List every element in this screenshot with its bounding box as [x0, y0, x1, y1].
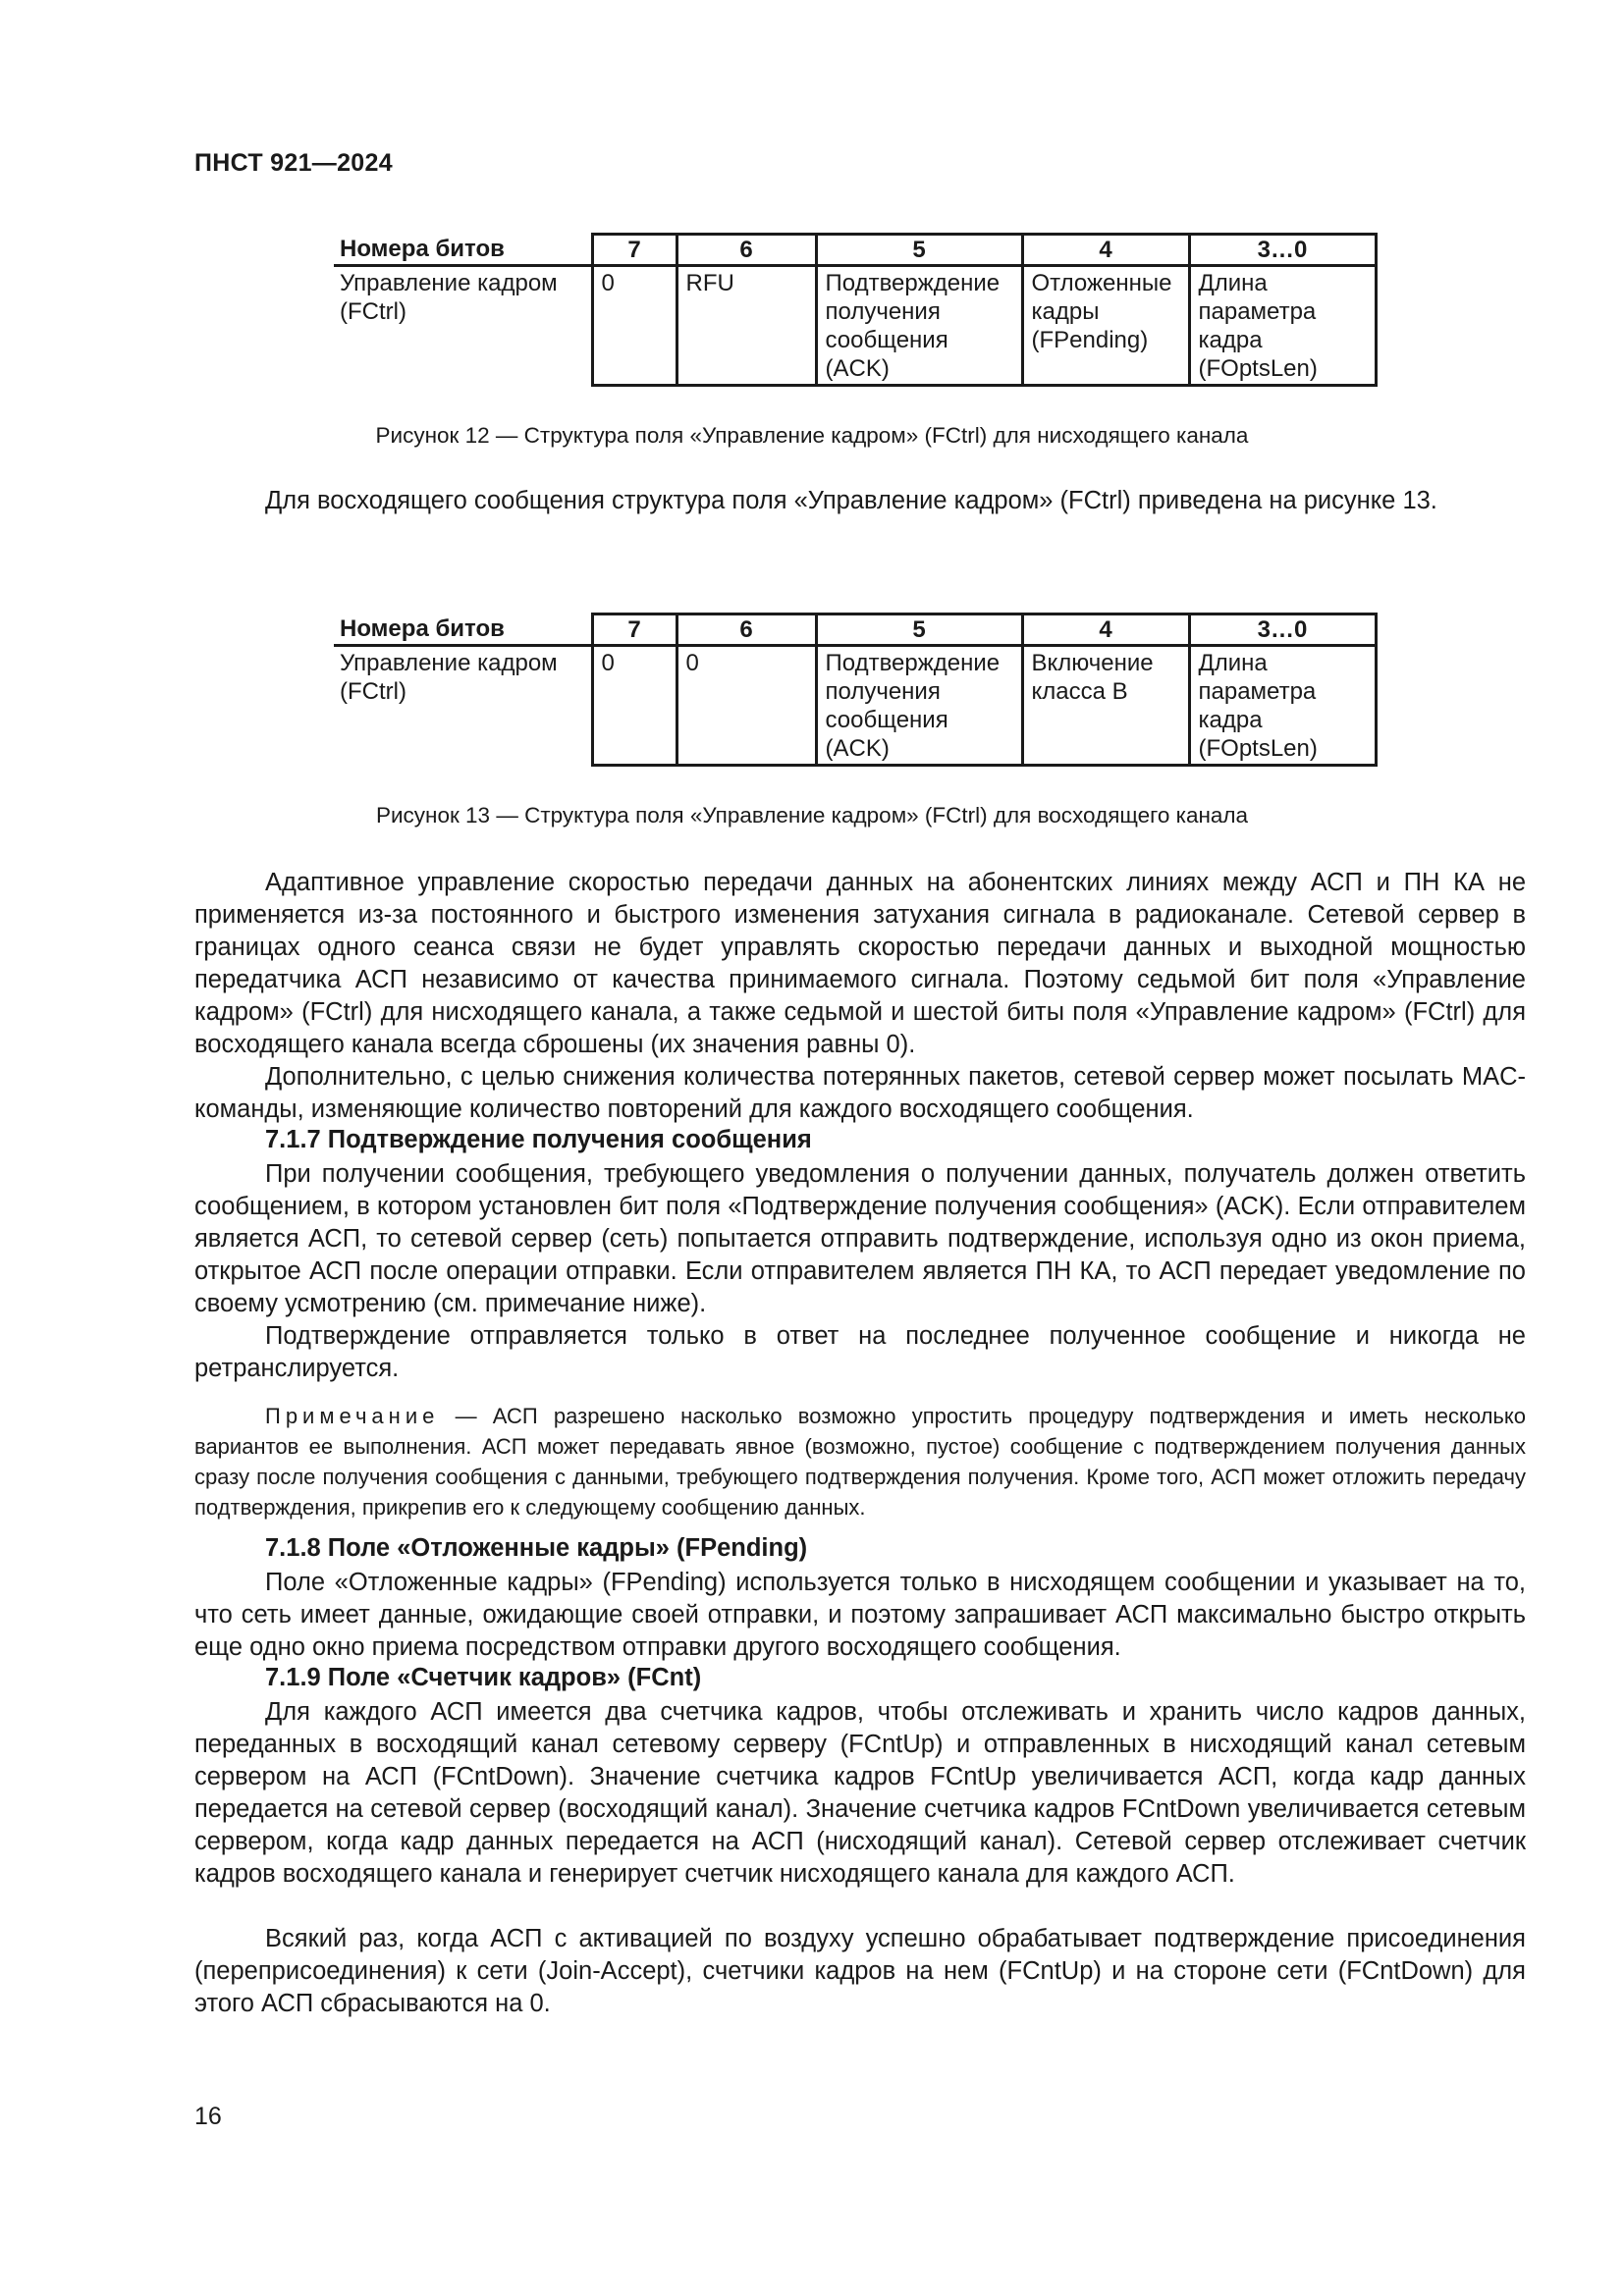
bit-number-row: [334, 235, 1376, 266]
section-7-1-7-paragraph-2: Подтверждение отправляется только в ответ на последнее полученное сообщение и никогда не ретранслируется.: [194, 1322, 1526, 1382]
figure-13-table: [334, 613, 1378, 767]
fctrl-row-label: Управление кадром (FCtrl): [340, 270, 558, 325]
bit-number-label: Номера битов: [334, 614, 592, 646]
fctrl-row-label: Управление кадром (FCtrl): [340, 650, 558, 705]
bit-3-0-cell: Длина параметра кадра (FOptsLen): [1189, 646, 1376, 766]
section-7-1-8-paragraph: Поле «Отложенные кадры» (FPending) используется только в нисходящем сообщении и указывает на то, что сеть имеет данные, ожидающие своей отправки, и поэтому запрашивает АСП максимально быстро открыть еще одно окно приема посредством отправки другого восходящего сообщения.: [194, 1569, 1526, 1661]
bit-7-header: 7: [592, 235, 677, 266]
additional-paragraph: Дополнительно, с целью снижения количества потерянных пакетов, сетевой сервер может посылать MAC-команды, изменяющие количество повторений для каждого восходящего сообщения.: [194, 1063, 1526, 1123]
bit-3-0-header: 3…0: [1189, 235, 1376, 266]
figure-13-intro-paragraph: Для восходящего сообщения структура поля «Управление кадром» (FCtrl) приведена на рисунке 13.: [265, 487, 1437, 514]
note-text: — АСП разрешено насколько возможно упростить процедуру подтверждения и иметь несколько вариантов ее выполнения. АСП может передавать явное (возможно, пустое) сообщение с подтверждением получения данных сразу после получения сообщения с данными, требующего подтверждения получения. Кроме того, АСП может отложить передачу подтверждения, прикрепив его к следующему сообщению данных.: [194, 1404, 1526, 1520]
page-number: 16: [194, 2103, 222, 2130]
document-header: ПНСТ 921—2024: [194, 149, 393, 177]
bit-3-0-cell: Длина параметра кадра (FOptsLen): [1189, 266, 1376, 386]
section-7-1-7-heading: 7.1.7 Подтверждение получения сообщения: [265, 1126, 812, 1153]
section-7-1-8-heading: 7.1.8 Поле «Отложенные кадры» (FPending): [265, 1534, 808, 1562]
figure-12-table: [334, 233, 1378, 387]
bit-5-header: 5: [816, 614, 1022, 646]
fctrl-row: [334, 266, 1376, 386]
section-7-1-9-heading: 7.1.9 Поле «Счетчик кадров» (FCnt): [265, 1664, 702, 1691]
note-label: Примечание: [265, 1404, 440, 1428]
bit-number-label: Номера битов: [334, 235, 592, 266]
bit-5-cell: Подтверждение получения сообщения (ACK): [816, 646, 1022, 766]
adaptive-rate-paragraph: Адаптивное управление скоростью передачи данных на абонентских линиях между АСП и ПН КА не применяется из-за постоянного и быстрого изменения затухания сигнала в радиоканале. Сетевой сервер в границах одного сеанса связи не будет управлять скоростью передачи данных и выходной мощностью передатчика АСП независимо от качества принимаемого сигнала. Поэтому седьмой бит поля «Управление кадром» (FCtrl) для нисходящего канала, а также седьмой и шестой биты поля «Управление кадром» (FCtrl) для восходящего канала всегда сброшены (их значения равны 0).: [194, 869, 1526, 1058]
bit-5-header: 5: [816, 235, 1022, 266]
note-paragraph: [194, 1401, 1526, 1522]
bit-4-header: 4: [1022, 235, 1189, 266]
section-7-1-9-paragraph-2: Всякий раз, когда АСП с активацией по воздуху успешно обрабатывает подтверждение присоединения (переприсоединения) к сети (Join-Accept), счетчики кадров на нем (FCntUp) и на стороне сети (FCntDown) для этого АСП сбрасываются на 0.: [194, 1925, 1526, 2017]
bit-6-header: 6: [677, 614, 816, 646]
bit-5-cell: Подтверждение получения сообщения (ACK): [816, 266, 1022, 386]
bit-number-row: [334, 614, 1376, 646]
bit-6-header: 6: [677, 235, 816, 266]
bit-4-header: 4: [1022, 614, 1189, 646]
bit-6-cell: RFU: [677, 266, 816, 386]
section-7-1-9-paragraph-1: Для каждого АСП имеется два счетчика кадров, чтобы отслеживать и хранить число кадров данных, переданных в восходящий канал сетевому серверу (FCntUp) и отправленных в нисходящий канал сетевым сервером на АСП (FCntDown). Значение счетчика кадров FCntUp увеличивается АСП, когда кадр данных передается на сетевой сервер (восходящий канал). Значение счетчика кадров FCntDown увеличивается сетевым сервером, когда кадр данных передается на АСП (нисходящий канал). Сетевой сервер отслеживает счетчик кадров восходящего канала и генерирует счетчик нисходящего канала для каждого АСП.: [194, 1698, 1526, 1888]
bit-7-header: 7: [592, 614, 677, 646]
bit-7-cell: 0: [592, 266, 677, 386]
bit-6-cell: 0: [677, 646, 816, 766]
bit-4-cell: Включение класса B: [1022, 646, 1189, 766]
section-7-1-7-paragraph-1: При получении сообщения, требующего уведомления о получении данных, получатель должен ответить сообщением, в котором установлен бит поля «Подтверждение получения сообщения» (ACK). Если отправителем является АСП, то сетевой сервер (сеть) попытается отправить подтверждение, используя одно из окон приема, открытое АСП после операции отправки. Если отправителем является ПН КА, то АСП передает уведомление по своему усмотрению (см. примечание ниже).: [194, 1160, 1526, 1317]
bit-7-cell: 0: [592, 646, 677, 766]
bit-4-cell: Отложенные кадры (FPending): [1022, 266, 1189, 386]
fctrl-row: [334, 646, 1376, 766]
bit-3-0-header: 3…0: [1189, 614, 1376, 646]
figure-12-caption: Рисунок 12 — Структура поля «Управление кадром» (FCtrl) для нисходящего канала: [375, 423, 1249, 448]
figure-13-caption: Рисунок 13 — Структура поля «Управление кадром» (FCtrl) для восходящего канала: [375, 803, 1249, 828]
